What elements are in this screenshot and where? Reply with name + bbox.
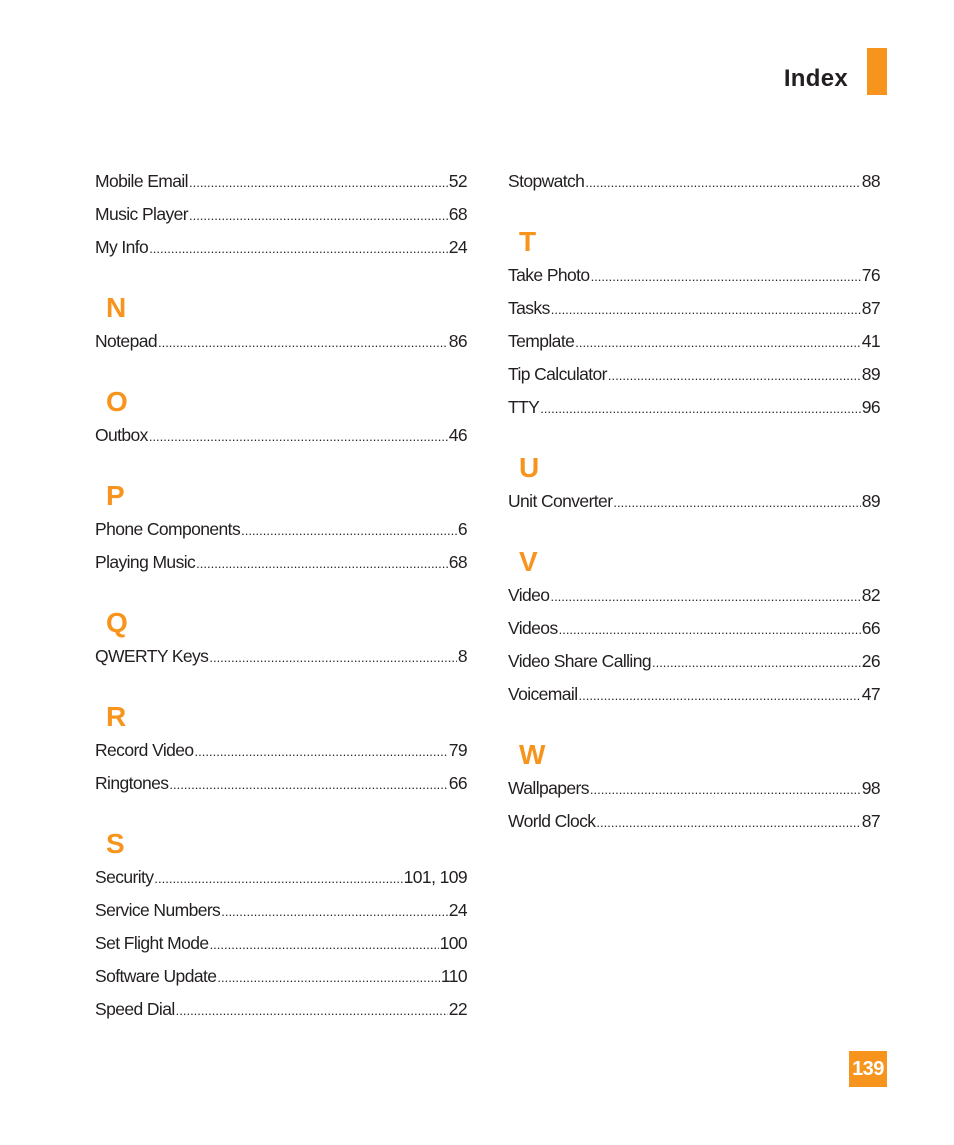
dot-leader [550, 580, 860, 613]
page-number-badge: 139 [849, 1051, 887, 1087]
index-entry [508, 391, 880, 424]
index-entry-term: Tip Calculator [508, 364, 607, 384]
dot-leader [176, 994, 448, 1027]
dot-leader [596, 806, 860, 839]
index-entry-term: Phone Components [95, 519, 241, 539]
index-entry [95, 767, 467, 800]
index-entry-page: 110 [440, 966, 467, 986]
index-entry-page: 100 [439, 933, 467, 953]
dot-leader [210, 928, 439, 961]
index-entry [508, 772, 880, 805]
index-column-left [95, 165, 467, 1026]
index-letter-heading: R [106, 701, 127, 732]
dot-leader [559, 613, 861, 646]
index-entry-term: Tasks [508, 298, 550, 318]
dot-leader [585, 166, 860, 199]
index-entry [95, 894, 467, 927]
dot-leader [189, 166, 448, 199]
index-entry-term: Set Flight Mode [95, 933, 209, 953]
index-letter-heading: U [519, 452, 540, 483]
index-entry [95, 960, 467, 993]
index-letter-heading: Q [106, 607, 128, 638]
index-entry [508, 579, 880, 612]
index-entry-page: 79 [448, 740, 467, 760]
index-entry-term: Security [95, 867, 154, 887]
index-entry [95, 861, 467, 894]
index-entry [508, 805, 880, 838]
index-entry-page: 52 [448, 171, 467, 191]
index-entry-page: 8 [457, 646, 467, 666]
index-entry-page: 76 [861, 265, 880, 285]
index-entry-page: 89 [861, 364, 880, 384]
index-entry-term: Video [508, 585, 550, 605]
index-entry [508, 358, 880, 391]
index-entry-page: 96 [861, 397, 880, 417]
index-entry-page: 6 [457, 519, 467, 539]
index-entry-term: Stopwatch [508, 171, 585, 191]
index-letter-heading: S [106, 828, 125, 859]
index-entry-term: Videos [508, 618, 558, 638]
index-entry [508, 165, 880, 198]
index-entry-term: Speed Dial [95, 999, 175, 1019]
index-entry-page: 24 [448, 900, 467, 920]
index-entry-page: 98 [861, 778, 880, 798]
dot-leader [608, 359, 861, 392]
dot-leader [189, 199, 448, 232]
dot-leader [579, 679, 861, 712]
dot-leader [241, 514, 457, 547]
dot-leader [591, 260, 861, 293]
index-entry-term: Software Update [95, 966, 217, 986]
index-entry-page: 82 [861, 585, 880, 605]
index-letter-heading: N [106, 292, 127, 323]
index-entry [508, 325, 880, 358]
index-entry-term: TTY [508, 397, 540, 417]
page-title: Index [783, 65, 848, 92]
index-entry-page: 68 [448, 552, 467, 572]
index-entry-page: 47 [861, 684, 880, 704]
index-entry-term: Wallpapers [508, 778, 589, 798]
dot-leader [169, 768, 447, 801]
index-entry-term: Playing Music [95, 552, 196, 572]
index-letter-heading: O [106, 386, 128, 417]
index-letter-heading: P [106, 480, 125, 511]
dot-leader [575, 326, 861, 359]
index-entry-page: 22 [448, 999, 467, 1019]
index-entry-term: Record Video [95, 740, 194, 760]
index-entry-term: Music Player [95, 204, 188, 224]
index-entry-page: 89 [861, 491, 880, 511]
index-entry [95, 231, 467, 264]
index-entry-page: 26 [861, 651, 880, 671]
index-entry [95, 734, 467, 767]
dot-leader [149, 420, 448, 453]
index-entry-page: 66 [861, 618, 880, 638]
index-entry-term: Take Photo [508, 265, 590, 285]
index-entry-page: 46 [448, 425, 467, 445]
index-entry [95, 513, 467, 546]
index-entry-page: 101, 109 [403, 867, 467, 887]
index-entry-term: My Info [95, 237, 149, 257]
dot-leader [540, 392, 860, 425]
index-entry-term: Template [508, 331, 575, 351]
index-entry [508, 292, 880, 325]
index-entry-page: 66 [448, 773, 467, 793]
index-entry-term: Ringtones [95, 773, 169, 793]
index-entry [95, 927, 467, 960]
index-column-right [508, 165, 880, 838]
section-tab-marker [867, 48, 887, 95]
index-entry [95, 993, 467, 1026]
index-entry-page: 24 [448, 237, 467, 257]
index-letter-heading: W [519, 739, 546, 770]
index-entry [508, 259, 880, 292]
index-entry [95, 546, 467, 579]
index-entry-page: 87 [861, 298, 880, 318]
index-entry [95, 325, 467, 358]
index-letter-heading: T [519, 226, 537, 257]
index-entry-term: Voicemail [508, 684, 578, 704]
dot-leader [154, 862, 402, 895]
index-entry-term: Notepad [95, 331, 157, 351]
dot-leader [195, 735, 448, 768]
dot-leader [158, 326, 448, 359]
index-entry-page: 86 [448, 331, 467, 351]
index-entry-term: Unit Converter [508, 491, 613, 511]
dot-leader [613, 486, 860, 519]
index-entry [508, 645, 880, 678]
index-entry [508, 485, 880, 518]
dot-leader [590, 773, 861, 806]
dot-leader [652, 646, 861, 679]
index-entry [95, 640, 467, 673]
index-entry-term: QWERTY Keys [95, 646, 209, 666]
index-entry-term: World Clock [508, 811, 596, 831]
index-letter-heading: V [519, 546, 538, 577]
index-entry-term: Video Share Calling [508, 651, 651, 671]
index-entry [508, 612, 880, 645]
dot-leader [209, 641, 457, 674]
index-entry-page: 68 [448, 204, 467, 224]
index-entry-page: 87 [861, 811, 880, 831]
index-entry-page: 88 [861, 171, 880, 191]
index-entry [95, 198, 467, 231]
index-entry-term: Service Numbers [95, 900, 221, 920]
index-entry-term: Mobile Email [95, 171, 188, 191]
dot-leader [217, 961, 440, 994]
index-entry [95, 419, 467, 452]
dot-leader [196, 547, 448, 580]
dot-leader [221, 895, 448, 928]
dot-leader [551, 293, 861, 326]
index-entry-page: 41 [861, 331, 880, 351]
dot-leader [149, 232, 448, 265]
index-entry-term: Outbox [95, 425, 148, 445]
index-entry [95, 165, 467, 198]
index-entry [508, 678, 880, 711]
